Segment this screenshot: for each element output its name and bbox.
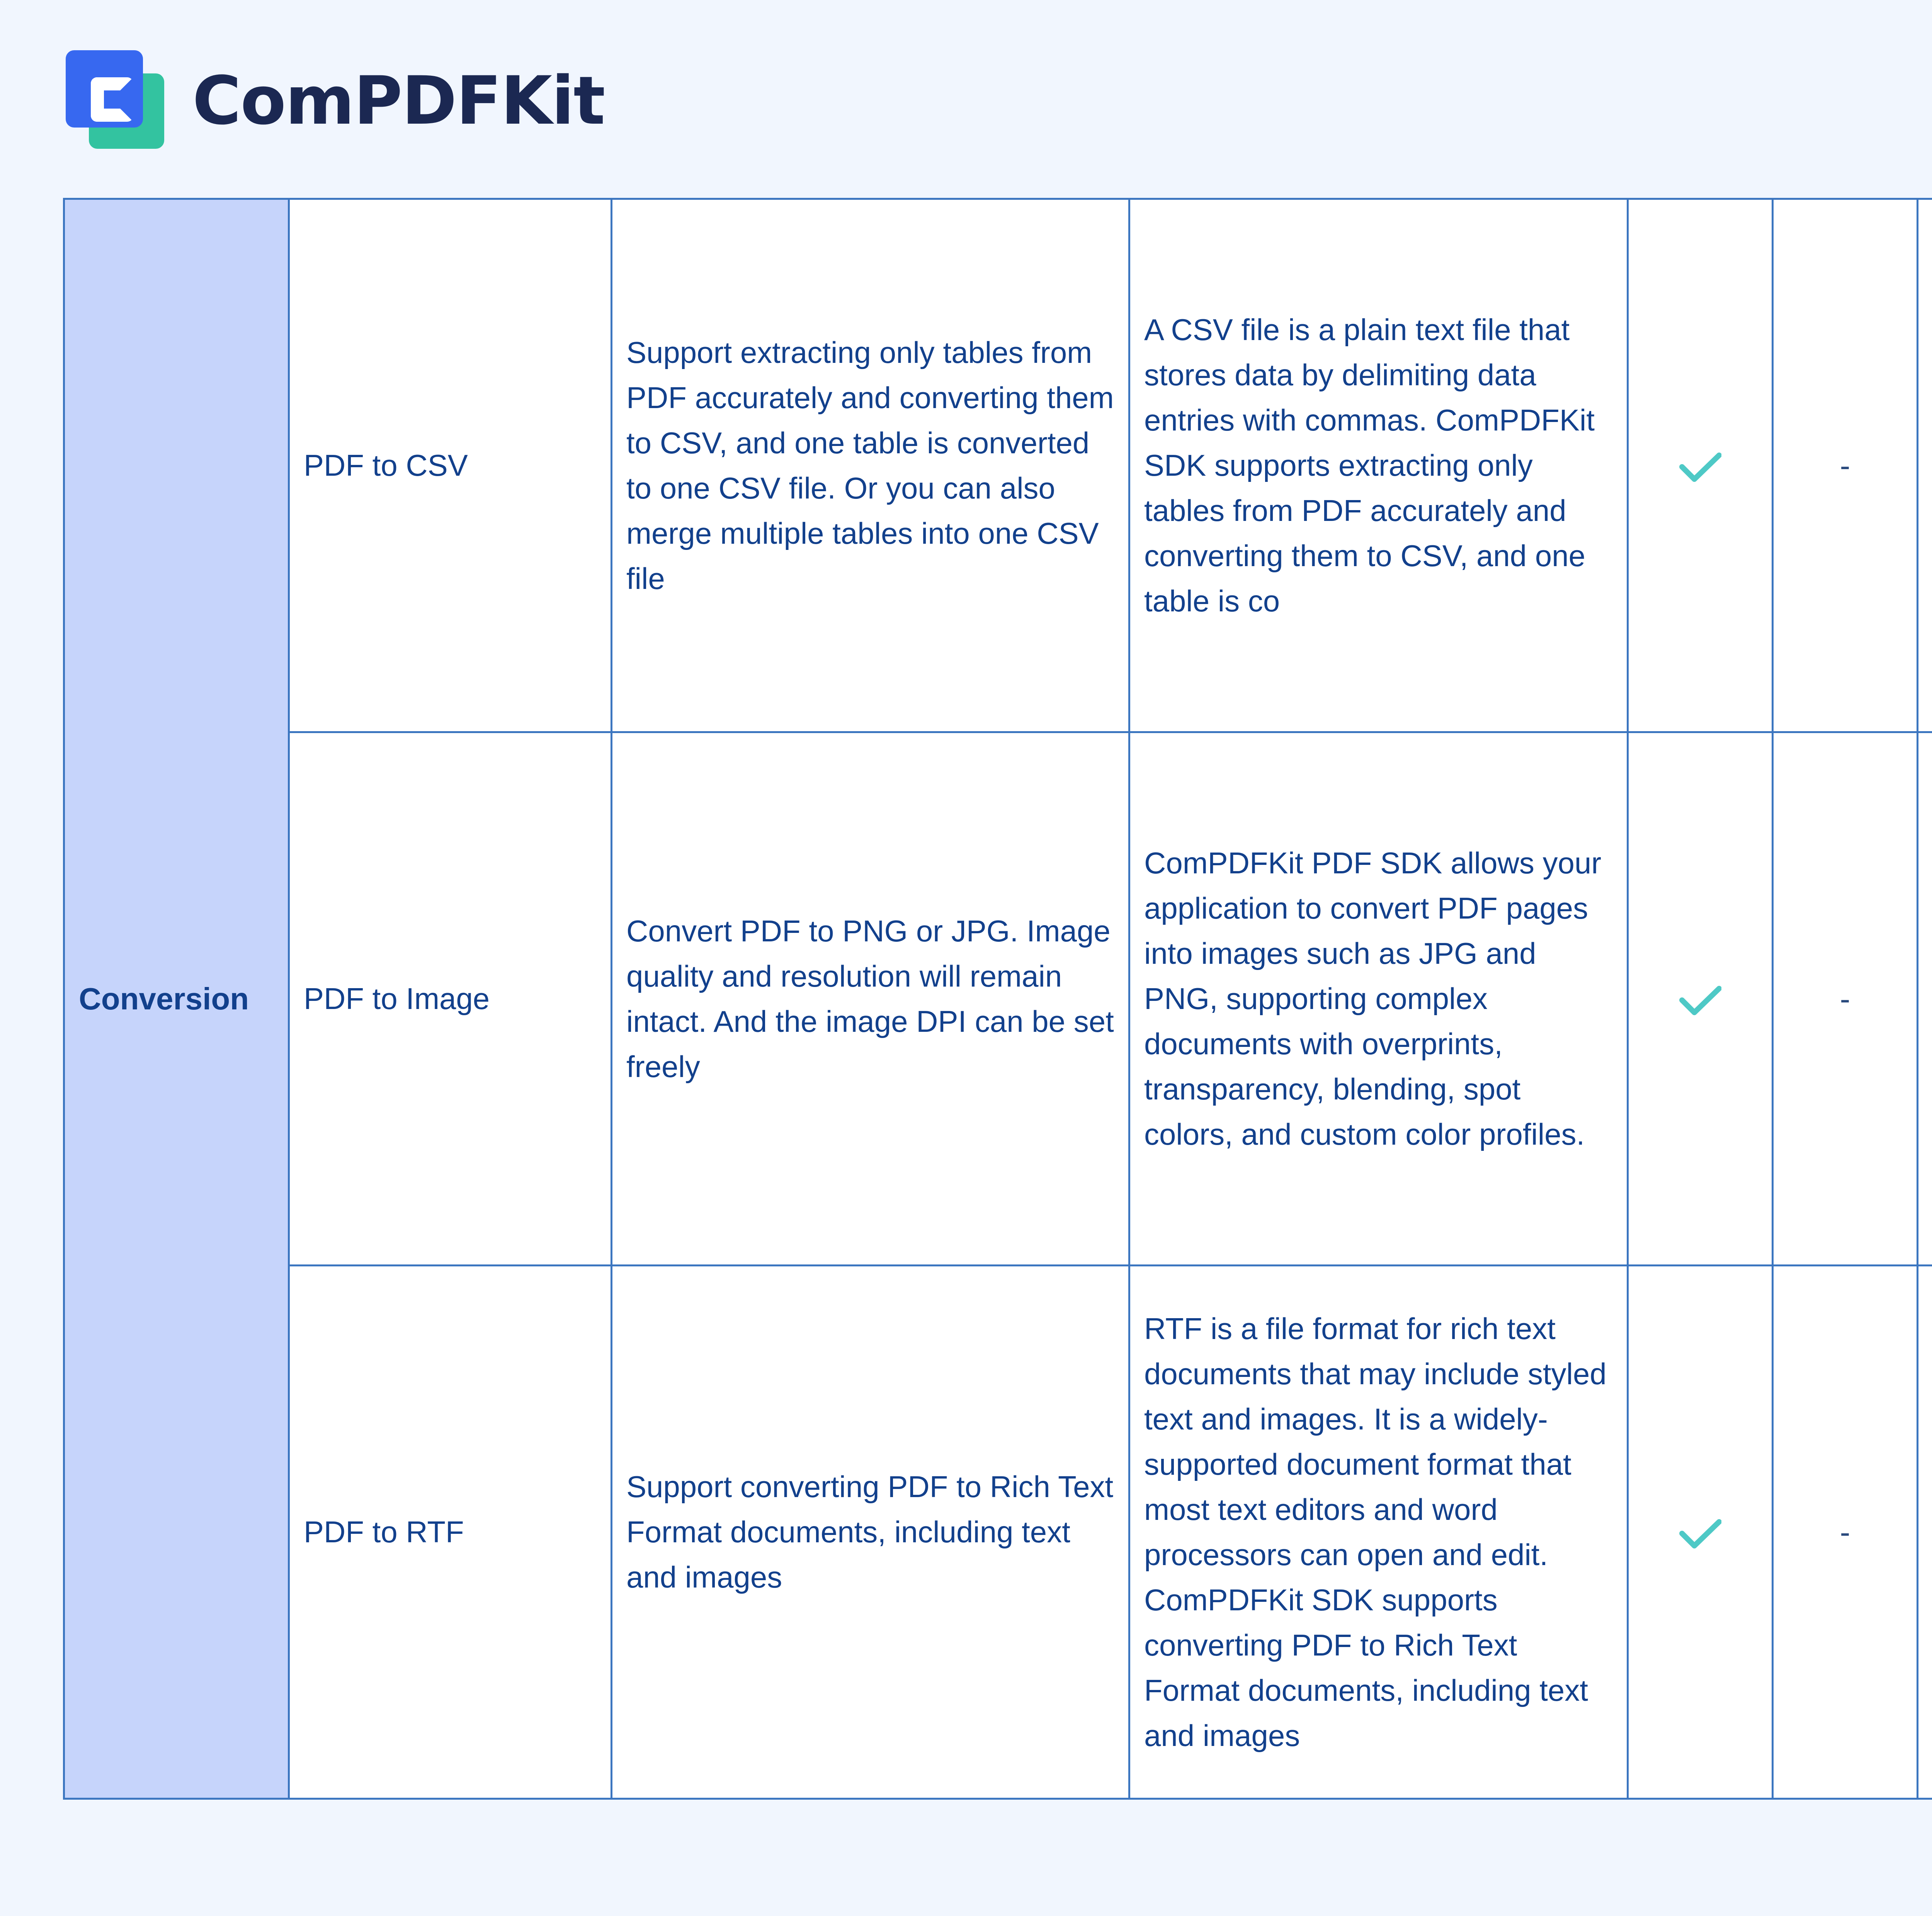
not-supported-dash: -	[1840, 981, 1850, 1016]
compdfkit-logo-icon	[66, 50, 166, 151]
support-cell	[1918, 199, 1932, 732]
table-row	[64, 732, 1932, 1266]
feature-description-cell: ComPDFKit PDF SDK allows your application to convert PDF pages into images such as JPG and PNG, supporting complex documents with overprints, transparency, blending, spot colors, and custom color profiles.	[1129, 732, 1628, 1266]
checkmark-icon	[1679, 1519, 1721, 1550]
support-cell	[1918, 732, 1932, 1266]
checkmark-icon	[1679, 985, 1721, 1016]
support-cell	[1628, 1266, 1773, 1799]
feature-name-cell: PDF to CSV	[289, 199, 612, 732]
brand-name: ComPDFKit	[192, 61, 605, 140]
support-cell	[1773, 1266, 1918, 1799]
support-cell	[1918, 1266, 1932, 1799]
support-cell	[1773, 199, 1918, 732]
category-cell: Conversion	[64, 199, 289, 1799]
feature-name-cell: PDF to RTF	[289, 1266, 612, 1799]
table-row	[64, 1266, 1932, 1799]
checkmark-icon	[1679, 452, 1721, 483]
not-supported-dash: -	[1840, 448, 1850, 483]
not-supported-dash: -	[1840, 1514, 1850, 1549]
feature-description-cell: A CSV file is a plain text file that stores data by delimiting data entries with commas. ComPDFKit SDK supports extracting only tables from PDF accurately and converting them to CSV, and one table is co	[1129, 199, 1628, 732]
feature-summary-cell: Convert PDF to PNG or JPG. Image quality and resolution will remain intact. And the image DPI can be set freely	[612, 732, 1129, 1266]
support-cell	[1773, 732, 1918, 1266]
feature-table	[63, 198, 1932, 1800]
feature-description-cell: RTF is a file format for rich text documents that may include styled text and images. It is a widely-supported document format that most text editors and word processors can open and edit. ComPDFKit SDK supports converting PDF to Rich Text Format documents, including text and images	[1129, 1266, 1628, 1799]
support-cell	[1628, 732, 1773, 1266]
feature-summary-cell: Support converting PDF to Rich Text Format documents, including text and images	[612, 1266, 1129, 1799]
feature-name-cell: PDF to Image	[289, 732, 612, 1266]
feature-summary-cell: Support extracting only tables from PDF accurately and converting them to CSV, and one table is converted to one CSV file. Or you can also merge multiple tables into one CSV file	[612, 199, 1129, 732]
header	[66, 48, 604, 153]
support-cell	[1628, 199, 1773, 732]
table-body	[64, 199, 1932, 1799]
table-row	[64, 199, 1932, 732]
